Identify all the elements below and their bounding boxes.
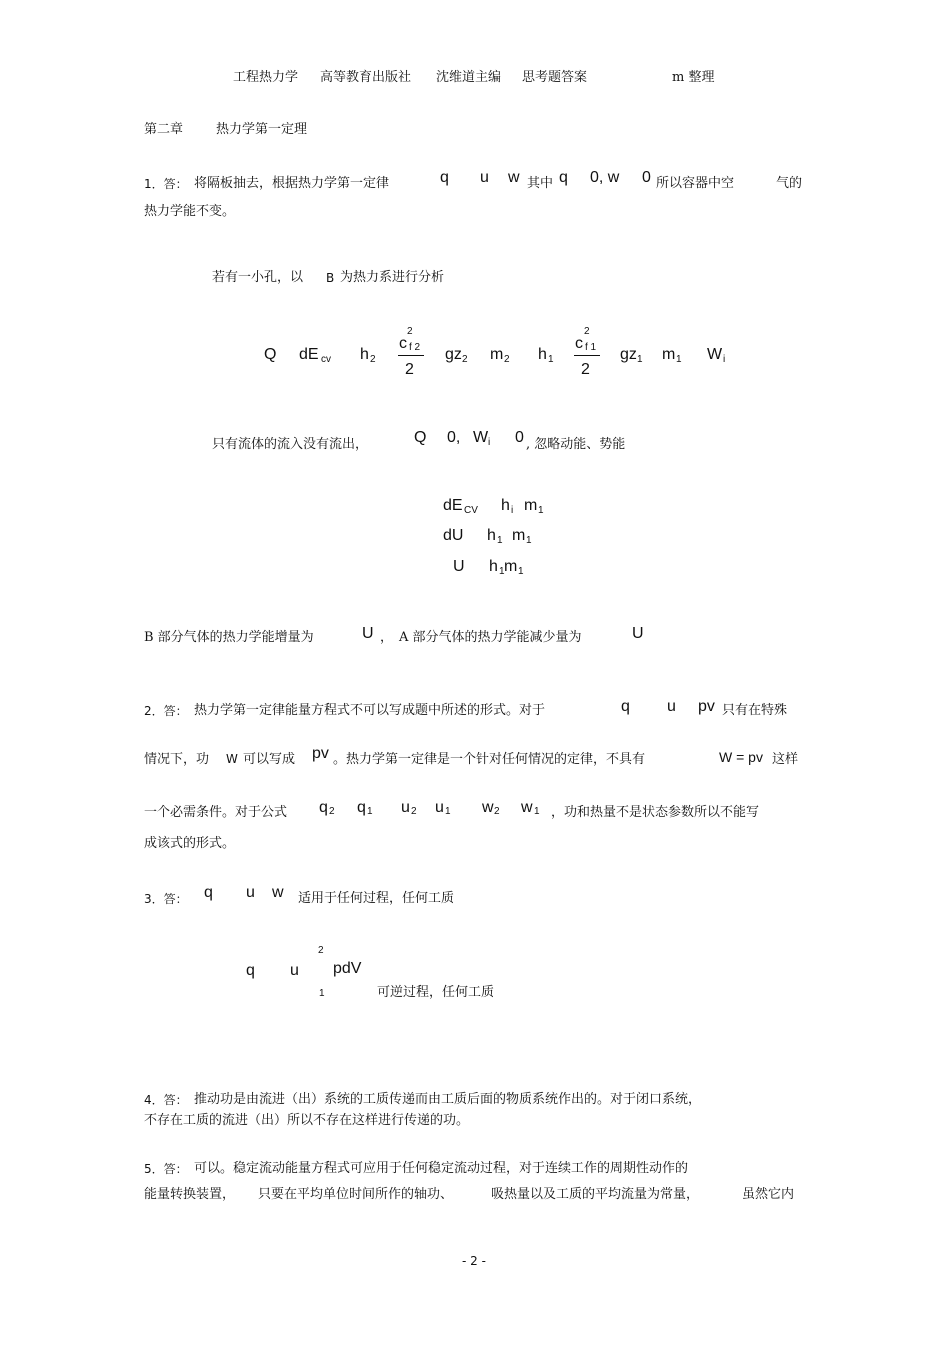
eq-dE: dE — [299, 346, 319, 363]
f-w1: w — [521, 799, 533, 816]
r1-m: m — [524, 497, 538, 514]
eq-cf2-sup: 2 — [407, 326, 413, 337]
answer3-label: 3．答： — [144, 892, 188, 906]
a3-u: u — [246, 884, 255, 901]
r3-m: m — [504, 558, 518, 575]
f-w2: w — [482, 799, 494, 816]
cond-q: q — [559, 169, 568, 186]
answer1-label: 1．答： — [144, 177, 188, 191]
eq-den1: 2 — [581, 361, 590, 378]
chapter-name: 热力学第一定理 — [216, 122, 308, 137]
f-q1: q — [357, 799, 366, 816]
answer1-line2: 热力学能不变。 — [144, 204, 236, 219]
header-editor: 沈维道主编 — [436, 70, 502, 85]
conclusion-comma: ， — [380, 630, 394, 645]
answer5-label: 5．答： — [144, 1162, 188, 1176]
a3-integral-lower: 1 — [319, 988, 325, 999]
f-q2: q — [319, 799, 328, 816]
answer5-line2c: 吸热量以及工质的平均流量为常量， — [491, 1187, 700, 1202]
r2-m: m — [512, 527, 526, 544]
answer1-tail: 所以容器中空 — [656, 176, 735, 191]
eq-h2-sub: 2 — [370, 354, 376, 365]
a2-q: q — [621, 698, 630, 715]
a3-integral-upper: 2 — [318, 945, 324, 956]
a3-q2: q — [246, 962, 255, 979]
eq-Q: Q — [264, 346, 277, 363]
cond-vals: 0, w — [590, 169, 620, 186]
hole-b: B — [326, 271, 335, 285]
answer2-such: 这样 — [772, 752, 799, 767]
f-w2-sub: 2 — [494, 806, 500, 817]
eq-cf2: c — [399, 335, 407, 352]
answer1-tail2: 气的 — [776, 176, 803, 191]
a3-u2: u — [290, 962, 299, 979]
r1-h: h — [501, 497, 510, 514]
inflow-W-sub: i — [488, 437, 491, 448]
r1-dE: dE — [443, 497, 463, 514]
eq-h2: h — [360, 346, 369, 363]
conclusion-a: A 部分气体的热力学能减少量为 — [399, 630, 582, 645]
eq-h1: h — [538, 346, 547, 363]
eq-w: w — [508, 169, 520, 186]
eq-dE-sub: cv — [321, 354, 331, 365]
inflow-zero: 0, — [447, 429, 461, 446]
r1-m-sub: 1 — [538, 505, 544, 516]
answer2-line4: 成该式的形式。 — [144, 836, 236, 851]
inflow-zero2: 0 — [515, 429, 524, 446]
answer5-line2a: 能量转换装置， — [144, 1187, 236, 1202]
answer4-label: 4．答： — [144, 1093, 188, 1107]
a2-pv2: pv — [312, 745, 329, 762]
eq-Wi: W — [707, 346, 723, 363]
a2-u: u — [667, 698, 676, 715]
inflow-Q: Q — [414, 429, 427, 446]
r3-h: h — [489, 558, 498, 575]
answer5-line1: 可以。稳定流动能量方程式可应用于任何稳定流动过程，对于连续工作的周期性动作的 — [194, 1161, 689, 1176]
f-q1-sub: 1 — [367, 806, 373, 817]
answer2-line3b: ，功和热量不是状态参数所以不能写 — [551, 805, 760, 820]
header-title: 思考题答案 — [522, 70, 588, 85]
chapter-number: 第二章 — [144, 122, 184, 137]
answer2-only: 只有在特殊 — [722, 703, 788, 718]
eq-q: q — [440, 169, 449, 186]
a2-pv: pv — [698, 698, 715, 715]
answer1-line1: 将隔板抽去，根据热力学第一定律 — [194, 176, 390, 191]
answer3-desc1: 适用于任何过程，任何工质 — [298, 891, 455, 906]
inflow-tail: , 忽略动能、势能 — [526, 437, 626, 452]
eq-gz1-sub: 1 — [637, 354, 643, 365]
answer1-mid: 其中 — [527, 176, 554, 191]
answer4-line1: 推动功是由流进（出）系统的工质传递而由工质后面的物质系统作出的。对于闭口系统， — [194, 1092, 702, 1107]
page-number: - 2 - — [462, 1254, 486, 1268]
answer5-line2b: 只要在平均单位时间所作的轴功、 — [258, 1187, 454, 1202]
r3-U: U — [453, 558, 465, 575]
eq-den2: 2 — [405, 361, 414, 378]
eq-gz1: gz — [620, 346, 637, 363]
r3-h-sub: 1 — [499, 566, 505, 577]
eq-u: u — [480, 169, 489, 186]
f-u1: u — [435, 799, 444, 816]
r2-dU: dU — [443, 527, 464, 544]
answer2-line1: 热力学第一定律能量方程式不可以写成题中所述的形式。对于 — [194, 703, 546, 718]
header-publisher: 高等教育出版社 — [320, 70, 412, 85]
eq-m1-sub: 1 — [676, 354, 682, 365]
r2-m-sub: 1 — [526, 535, 532, 546]
r3-m-sub: 1 — [518, 566, 524, 577]
r2-h: h — [487, 527, 496, 544]
f-w1-sub: 1 — [534, 806, 540, 817]
eq-Wi-sub: i — [723, 354, 726, 365]
header-book: 工程热力学 — [233, 70, 299, 85]
eq-cf1-sup: 2 — [584, 326, 590, 337]
a2-weq: W = pv — [719, 749, 763, 765]
hole-text: 若有一小孔，以 — [212, 270, 304, 285]
eq-gz2-sub: 2 — [462, 354, 468, 365]
answer2-line3a: 一个必需条件。对于公式 — [144, 805, 288, 820]
eq-cf1: c — [575, 335, 583, 352]
inflow-W: W — [473, 429, 489, 446]
fraction-bar-1 — [574, 355, 600, 356]
answer2-line2b: 可以写成 — [243, 752, 296, 767]
conclusion-u2: U — [632, 625, 644, 642]
answer2-label: 2．答： — [144, 704, 188, 718]
f-u2-sub: 2 — [411, 806, 417, 817]
eq-m2-sub: 2 — [504, 354, 510, 365]
eq-cf2-sub: f 2 — [409, 342, 421, 353]
eq-m1: m — [662, 346, 676, 363]
answer2-line2a: 情况下，功 — [144, 752, 210, 767]
a2-W: W — [226, 752, 238, 766]
eq-h1-sub: 1 — [548, 354, 554, 365]
answer3-desc2: 可逆过程，任何工质 — [377, 985, 495, 1000]
r1-dE-sub: CV — [464, 505, 478, 516]
a3-w: w — [272, 884, 284, 901]
r1-h-sub: i — [511, 505, 514, 516]
header-organizer: m 整理 — [672, 70, 715, 85]
eq-gz2: gz — [445, 346, 462, 363]
answer5-line2d: 虽然它内 — [742, 1187, 795, 1202]
f-u2: u — [401, 799, 410, 816]
eq-cf1-sub: f 1 — [585, 342, 597, 353]
answer2-line2c: 。热力学第一定律是一个针对任何情况的定律，不具有 — [333, 752, 646, 767]
answer4-line2: 不存在工质的流进（出）所以不存在这样进行传递的功。 — [144, 1113, 470, 1128]
cond-zero: 0 — [642, 169, 651, 186]
f-q2-sub: 2 — [329, 806, 335, 817]
f-u1-sub: 1 — [445, 806, 451, 817]
conclusion-b: B 部分气体的热力学能增量为 — [144, 630, 314, 645]
eq-m2: m — [490, 346, 504, 363]
fraction-bar-2 — [398, 355, 424, 356]
conclusion-u1: U — [362, 625, 374, 642]
r2-h-sub: 1 — [497, 535, 503, 546]
hole-tail: 为热力系进行分析 — [340, 270, 445, 285]
a3-pdv: pdV — [333, 960, 362, 977]
inflow-text: 只有流体的流入没有流出， — [212, 437, 369, 452]
a3-q: q — [204, 884, 213, 901]
